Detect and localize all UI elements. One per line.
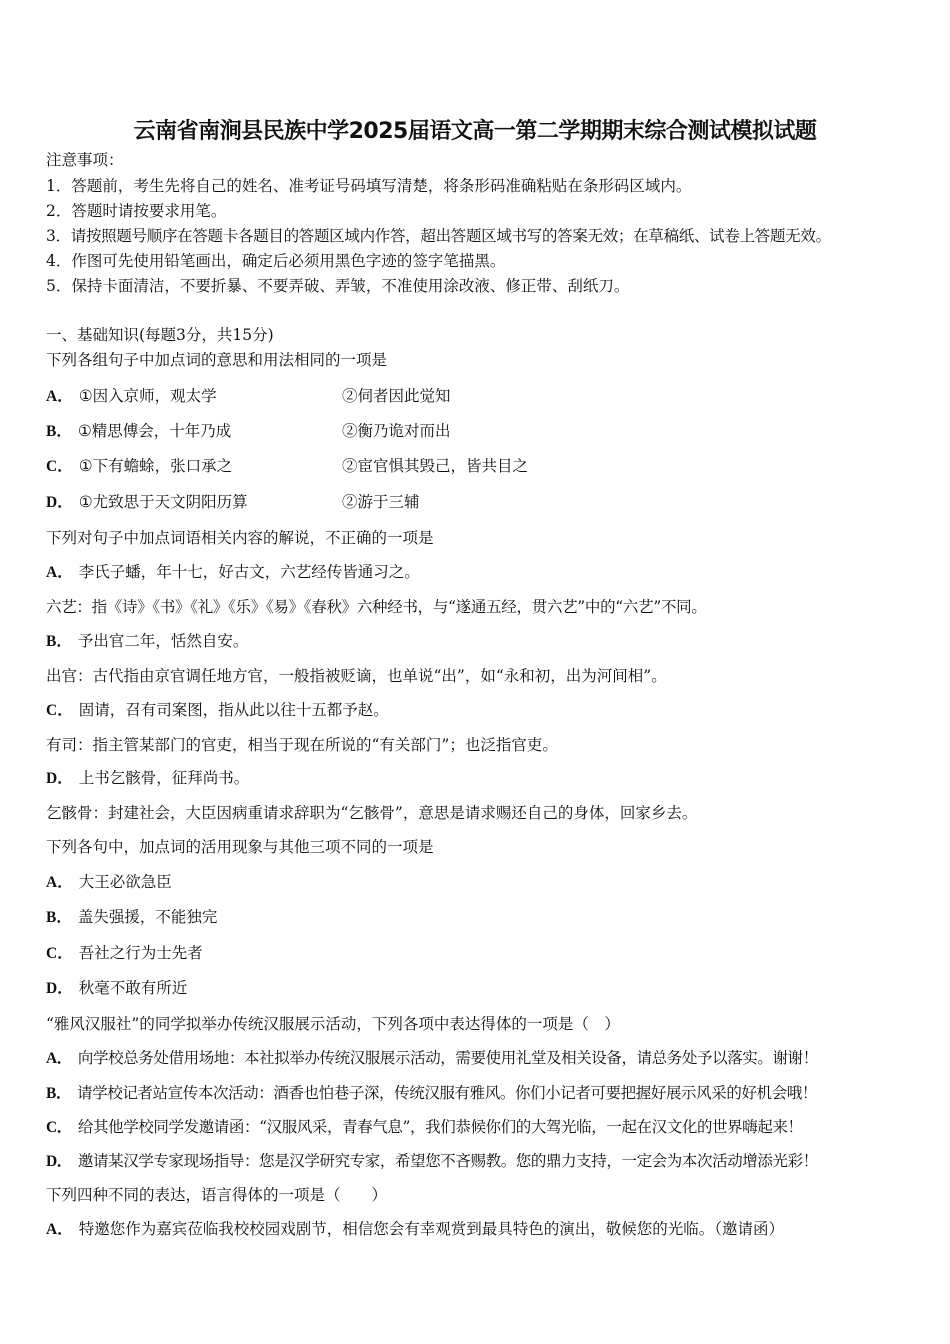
- explanation: 乞骸骨：封建社会，大臣因病重请求辞职为“乞骸骨”，意思是请求赐还自己的身体，回家乡去。: [46, 804, 698, 822]
- option: B． 予出官二年，恬然自安。: [46, 632, 249, 650]
- option: D． 邀请某汉学专家现场指导：您是汉学研究专家，希望您不吝赐教。您的鼎力支持，一定会为本次活动增添光彩！: [46, 1152, 818, 1170]
- option: C． ①下有蟾蜍，张口承之 ②宦官惧其毁己，皆共目之: [46, 457, 529, 475]
- question-stem: “雅风汉服社”的同学拟举办传统汉服展示活动，下列各项中表达得体的一项是（ ）: [46, 1015, 620, 1033]
- option: B． 盖失强援，不能独完: [46, 908, 218, 926]
- question-stem: 下列各组句子中加点词的意思和用法相同的一项是: [46, 351, 388, 369]
- option: C． 吾社之行为士先者: [46, 944, 203, 962]
- explanation: 有司：指主管某部门的官吏，相当于现在所说的“有关部门”；也泛指官吏。: [46, 736, 558, 754]
- option: A． 大王必欲急臣: [46, 873, 172, 891]
- option: D． ①尤致思于天文阴阳历算 ②游于三辅: [46, 493, 420, 511]
- question-stem: 下列对句子中加点词语相关内容的解说，不正确的一项是: [46, 529, 434, 547]
- option: A． 向学校总务处借用场地：本社拟举办传统汉服展示活动，需要使用礼堂及相关设备，请总务处予以落实。谢谢！: [46, 1049, 818, 1067]
- question-stem: 下列四种不同的表达，语言得体的一项是（ ）: [46, 1186, 388, 1204]
- notice-item: 5．保持卡面清洁，不要折暴、不要弄破、弄皱，不准使用涂改液、修正带、刮纸刀。: [46, 277, 630, 295]
- section-heading: 一、基础知识(每题3分，共15分): [46, 326, 274, 344]
- option: A． 特邀您作为嘉宾莅临我校校园戏剧节，相信您会有幸观赏到最具特色的演出，敬候您的光临。（邀请函）: [46, 1220, 784, 1238]
- option: D． 秋毫不敢有所近: [46, 979, 188, 997]
- document-title: 云南省南涧县民族中学2025届语文高一第二学期期末综合测试模拟试题: [133, 119, 817, 144]
- notice-item: 4．作图可先使用铅笔画出，确定后必须用黑色字迹的签字笔描黑。: [46, 252, 506, 270]
- explanation: 六艺：指《诗》《书》《礼》《乐》《易》《春秋》六种经书，与“遂通五经，贯六艺”中的“六艺”不同。: [46, 598, 707, 616]
- option: B． 请学校记者站宣传本次活动：酒香也怕巷子深，传统汉服有雅风。你们小记者可要把握好展示风采的好机会哦！: [46, 1084, 817, 1102]
- notice-item: 1．答题前，考生先将自己的姓名、准考证号码填写清楚，将条形码准确粘贴在条形码区域内。: [46, 177, 692, 195]
- notice-heading: 注意事项：: [46, 151, 124, 169]
- option: A． 李氏子蟠，年十七，好古文，六艺经传皆通习之。: [46, 563, 420, 581]
- question-stem: 下列各句中，加点词的活用现象与其他三项不同的一项是: [46, 838, 434, 856]
- notice-item: 2．答题时请按要求用笔。: [46, 202, 227, 220]
- option: D． 上书乞骸骨，征拜尚书。: [46, 769, 250, 787]
- notice-item: 3．请按照题号顺序在答题卡各题目的答题区域内作答，超出答题区域书写的答案无效；在草稿纸、试卷上答题无效。: [46, 227, 831, 245]
- explanation: 出官：古代指由京官调任地方官，一般指被贬谪，也单说“出”，如“永和初，出为河间相”。: [46, 667, 667, 685]
- option: B． ①精思傅会，十年乃成 ②衡乃诡对而出: [46, 422, 451, 440]
- option: A． ①因入京师，观太学 ②伺者因此觉知: [46, 387, 451, 405]
- option: C． 给其他学校同学发邀请函：“汉服风采，青春气息”，我们恭候你们的大驾光临，一起在汉文化的世界嗨起来！: [46, 1118, 803, 1136]
- option: C． 固请，召有司案图，指从此以往十五都予赵。: [46, 701, 389, 719]
